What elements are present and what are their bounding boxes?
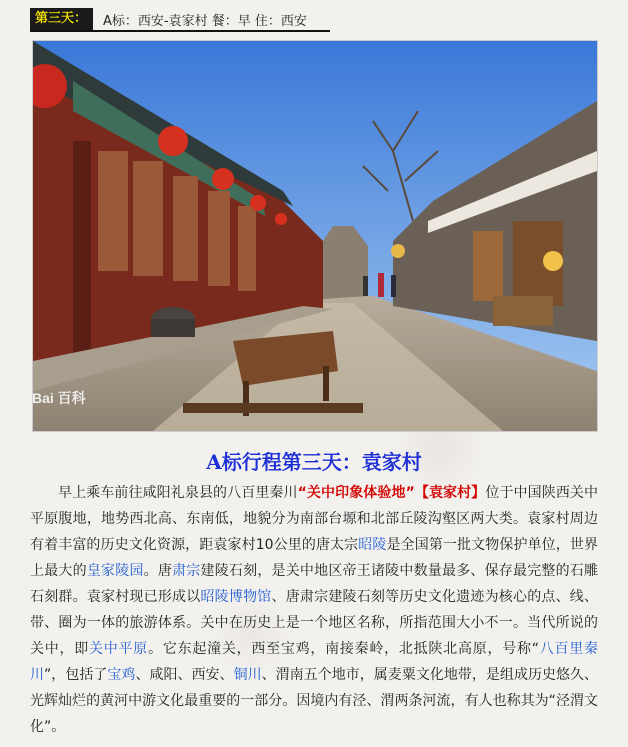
link-tongchuan[interactable]: 铜川 <box>233 667 262 683</box>
link-guanzhong-plain[interactable]: 关中平原 <box>89 641 149 657</box>
description-paragraph <box>30 480 598 740</box>
link-zhaoling[interactable]: 昭陵 <box>358 537 387 553</box>
day-badge: 第三天： <box>30 8 93 30</box>
text-segment: 、唐肃宗建陵石刻等历史文化遗迹为核心的点、线、带、圈为一体的旅游体系。关中在历史上是一个地区名称，所指范围大小不一。当代所说的关中，即 <box>30 589 599 657</box>
text-segment: ”，包括了 <box>44 667 108 683</box>
photo-illustration <box>33 41 597 431</box>
text-segment: 、渭南五个地市，属麦粟文化地带，是组成历史悠久、光辉灿烂的黄河中游文化最重要的一部分。因境内有泾、渭两条河流，有人也称其为“泾渭文化”。 <box>30 667 599 735</box>
highlight-attraction-name: “关中印象体验地”【袁家村】 <box>297 485 486 501</box>
text-segment: 、咸阳、西安、 <box>135 667 234 683</box>
link-babaili-qinchuan[interactable]: 八百里秦川 <box>30 641 599 683</box>
text-segment: 。它东起潼关，西至宝鸡，南接秦岭，北抵陕北高原，号称“ <box>148 641 539 657</box>
text-segment: 是全国第一批文物保护单位，世界上最大的 <box>30 537 598 579</box>
link-baoji[interactable]: 宝鸡 <box>107 667 136 683</box>
text-segment: 位于中国陕西关中平原腹地，地势西北高、东南低，地貌分为南部台塬和北部丘陵沟壑区两大类。袁家村周边有着丰富的历史文化资源，距袁家村10公里的唐太宗 <box>30 485 599 553</box>
link-suzong[interactable]: 肃宗 <box>172 563 201 579</box>
section-title: A标行程第三天：袁家村 <box>206 450 422 474</box>
text-segment: 早上乘车前往咸阳礼泉县的八百里秦川 <box>58 485 298 501</box>
baike-watermark: Bai 百科 <box>32 390 86 406</box>
text-segment: 。唐 <box>143 563 173 579</box>
text-segment: 建陵石刻，是关中地区帝王诸陵中数量最多、保存最完整的石雕石刻群。袁家村现已形成以 <box>30 563 599 605</box>
itinerary-summary: A标：西安-袁家村 餐：早 住：西安 <box>103 13 307 29</box>
day-header <box>30 8 330 32</box>
link-zhaoling-museum[interactable]: 昭陵博物馆 <box>200 589 272 605</box>
link-royal-mausoleum[interactable]: 皇家陵园 <box>86 563 144 579</box>
village-street-photo <box>32 40 598 432</box>
